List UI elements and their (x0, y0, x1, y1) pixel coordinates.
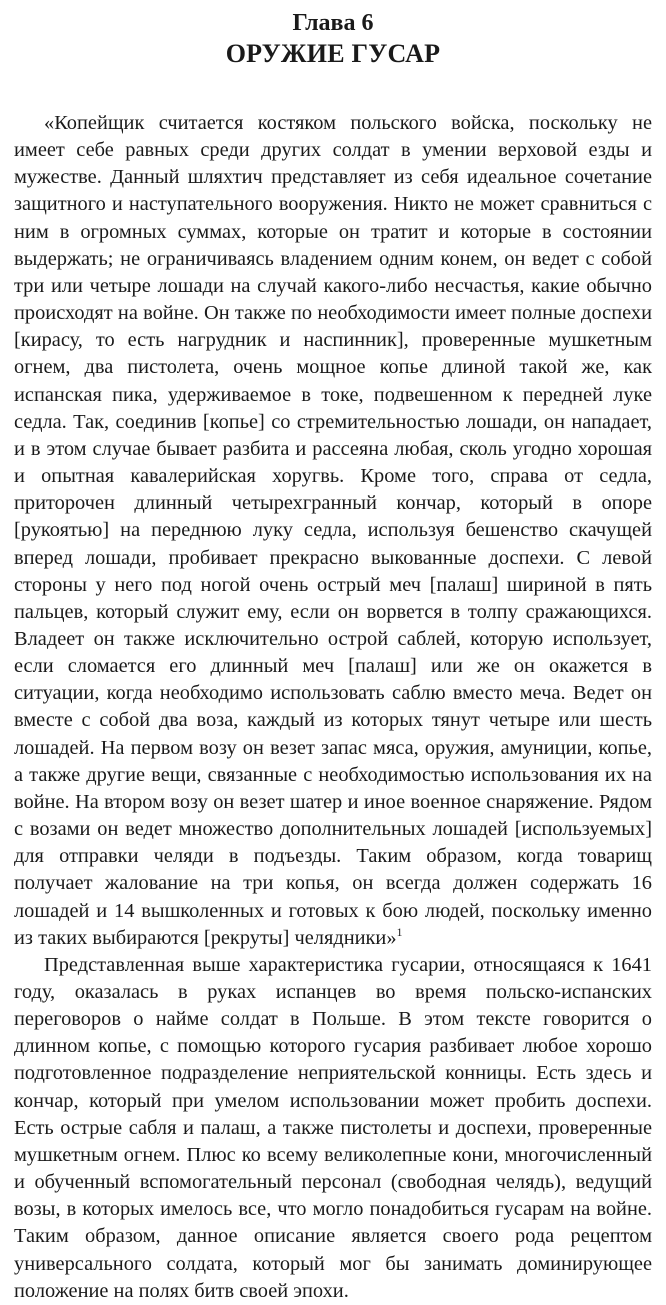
paragraph-text: Представленная выше характеристика гусарии, относящаяся к 1641 году, оказалась в руках испанцев во время польско-испанских переговоров о найме солдат в Польше. В этом тексте говорится о длинном копье, с помощью которого гусария разбивает любое хорошо подготовленное подразделение неприятельской конницы. Есть здесь и кончар, который при умелом использовании может пробить доспехи. Есть острые сабля и палаш, а также пистолеты и доспехи, проверенные мушкетным огнем. Плюс ко всему великолепные кони, многочисленный и обученный вспомогательный персонал (свободная челядь), ведущий возы, в которых имелось все, что могло понадобиться гусарам на войне. Таким образом, данное описание является своего рода рецептом универсального солдата, который мог бы занимать доминирующее положение на полях битв своей эпохи. (14, 953, 652, 1302)
chapter-title: ОРУЖИЕ ГУСАР (225, 39, 441, 68)
paragraph-text: «Копейщик считается костяком польского войска, поскольку не имеет себе равных среди других солдат в умении верховой езды и мужестве. Данный шляхтич представляет из себя идеальное сочетание защитного и наступательного вооружения. Никто не может сравниться с ним в огромных суммах, которые он тратит и которые в состоянии выдержать; не ограничиваясь владением одним конем, он ведет с собой три или четыре лошади на случай какого-либо несчастья, какие обычно происходят на войне. Он также по необходимости имеет полные доспехи [кирасу, то есть нагрудник и наспинник], проверенные мушкетным огнем, два пистолета, очень мощное копье длиной такой же, как испанская пика, удерживаемое в токе, подвешенном к передней луке седла. Так, соединив [копье] со стремительностью лошади, он нападает, и в этом случае бывает разбита и рассеяна любая, сколь угодно хорошая и опытная кавалерийская хоругвь. Кроме того, справа от седла, приторочен длинный четырехгранный кончар, который в опоре [рукоятью] на переднюю луку седла, используя бешенство скачущей вперед лошади, пробивает прекрасно выкованные доспехи. С левой стороны у него под ногой очень острый меч [палаш] шириной в пять пальцев, который служит ему, если он ворвется в толпу сражающихся. Владеет он также исключительно острой саблей, которую использует, если сломается его длинный меч [палаш] или же он окажется в ситуации, когда необходимо использовать саблю вместо меча. Ведет он вместе с собой два воза, каждый из которых тянут четыре или шесть лошадей. На первом возу он везет запас мяса, оружия, амуниции, копье, а также другие вещи, связанные с необходимостью использования их на войне. На втором возу он везет шатер и иное военное снаряжение. Рядом с возами он ведет множество дополнительных лошадей [используемых] для отправки челяди в подъезды. Таким образом, когда товарищ получает жалование на три копья, он всегда должен содержать 16 лошадей и 14 вышколенных и готовых к бою людей, поскольку именно из таких выбираются [рекруты] челядники» (14, 112, 652, 949)
paragraph-commentary (14, 952, 652, 1305)
chapter-number: Глава 6 (292, 10, 374, 36)
chapter-body (14, 110, 652, 1305)
paragraph-quote (14, 110, 652, 952)
footnote-reference[interactable]: 1 (396, 924, 403, 939)
book-page (14, 8, 652, 1305)
